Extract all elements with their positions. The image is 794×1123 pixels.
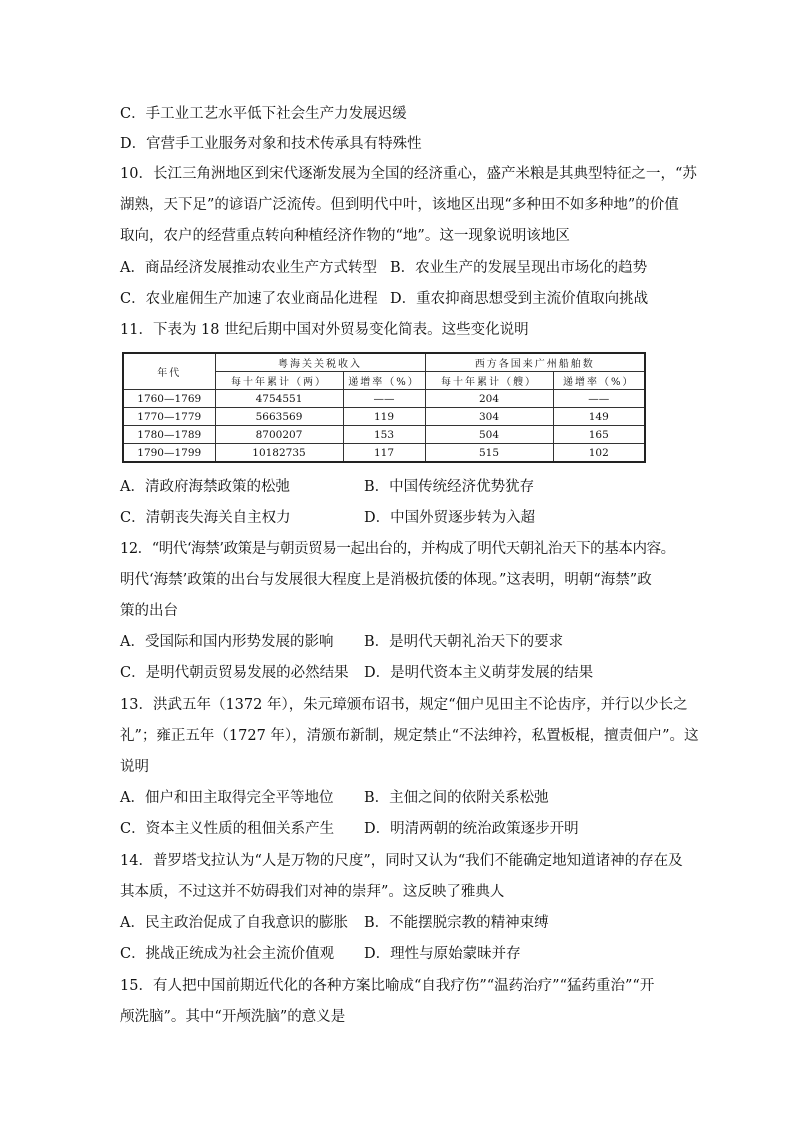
q13-stem-line3: 说明: [120, 759, 149, 775]
q13-stem-line1: 13．洪武五年（1372 年），朱元璋颁布诏书，规定“佃户见田主不论齿序，并行以少长之: [120, 697, 688, 713]
q9-option-c: C．手工业工艺水平低下社会生产力发展迟缓: [120, 106, 407, 122]
table-header-tax-total: 每十年累计（两）: [215, 372, 343, 390]
q9-option-d: D．官营手工业服务对象和技术传承具有特殊性: [120, 136, 422, 152]
cell-ships: 204: [425, 390, 553, 408]
q11-option-d: D．中国外贸逐步转为入超: [364, 510, 536, 526]
q14-option-a: A．民主政治促成了自我意识的膨胀: [120, 915, 348, 931]
table-header-ship-rate: 递增率（%）: [553, 372, 645, 390]
q12-option-d: D．是明代资本主义萌芽发展的结果: [364, 665, 594, 681]
cell-year: 1780—1789: [123, 426, 215, 444]
trade-table: [122, 352, 646, 463]
table-header-tax-rate: 递增率（%）: [343, 372, 425, 390]
cell-ships: 304: [425, 408, 553, 426]
q15-stem-line2: 颅洗脑”。其中“开颅洗脑”的意义是: [120, 1009, 346, 1025]
cell-ship-rate: ——: [553, 390, 645, 408]
table-header-tax: 粤海关关税收入: [215, 353, 425, 372]
q12-stem-line3: 策的出台: [120, 603, 178, 619]
q15-stem-line1: 15．有人把中国前期近代化的各种方案比喻成“自我疗伤”“温药治疗”“猛药重治”“开: [120, 978, 655, 994]
q11-option-a: A．清政府海禁政策的松弛: [120, 479, 290, 495]
q13-option-b: B．主佃之间的依附关系松弛: [364, 790, 549, 806]
cell-ships: 515: [425, 444, 553, 463]
q14-stem-line1: 14．普罗塔戈拉认为“人是万物的尺度”，同时又认为“我们不能确定地知道诸神的存在及: [120, 853, 683, 869]
q10-stem-line3: 取向，农户的经营重点转向种植经济作物的“地”。这一现象说明该地区: [120, 228, 570, 244]
q14-option-c: C．挑战正统成为社会主流价值观: [120, 946, 335, 962]
q12-option-c: C．是明代朝贡贸易发展的必然结果: [120, 665, 349, 681]
q10-option-d: D．重农抑商思想受到主流价值取向挑战: [390, 291, 649, 307]
q13-option-d: D．明清两朝的统治政策逐步开明: [364, 821, 579, 837]
q14-option-b: B．不能摆脱宗教的精神束缚: [364, 915, 549, 931]
cell-tax-rate: ——: [343, 390, 425, 408]
table-header-ship-total: 每十年累计（艘）: [425, 372, 553, 390]
q13-option-c: C．资本主义性质的租佃关系产生: [120, 821, 335, 837]
q11-option-b: B．中国传统经济优势犹存: [364, 479, 535, 495]
cell-tax: 5663569: [215, 408, 343, 426]
q14-option-d: D．理性与原始蒙昧并存: [364, 946, 521, 962]
table-row: [123, 408, 645, 426]
cell-tax: 10182735: [215, 444, 343, 463]
cell-ships: 504: [425, 426, 553, 444]
q12-option-b: B．是明代天朝礼治天下的要求: [364, 634, 564, 650]
cell-ship-rate: 102: [553, 444, 645, 463]
q10-option-b: B．农业生产的发展呈现出市场化的趋势: [390, 260, 648, 276]
table-header-year: 年代: [123, 353, 215, 390]
cell-ship-rate: 165: [553, 426, 645, 444]
q14-stem-line2: 其本质，不过这并不妨碍我们对神的崇拜”。这反映了雅典人: [120, 884, 505, 900]
table-row: [123, 444, 645, 463]
q13-option-a: A．佃户和田主取得完全平等地位: [120, 790, 334, 806]
q12-stem-line1: 12．“明代‘海禁’政策是与朝贡贸易一起出台的，并构成了明代天朝礼治天下的基本内容。: [120, 541, 675, 557]
q11-option-c: C．清朝丧失海关自主权力: [120, 510, 291, 526]
cell-tax: 4754551: [215, 390, 343, 408]
q12-stem-line2: 明代‘海禁’政策的出台与发展很大程度上是消极抗倭的体现。”这表明，明朝“海禁”政: [120, 572, 652, 588]
cell-tax: 8700207: [215, 426, 343, 444]
cell-tax-rate: 119: [343, 408, 425, 426]
table-header-ships: 西方各国来广州船舶数: [425, 353, 645, 372]
q10-option-a: A．商品经济发展推动农业生产方式转型: [120, 260, 377, 276]
cell-tax-rate: 153: [343, 426, 425, 444]
cell-year: 1770—1779: [123, 408, 215, 426]
q10-option-c: C．农业雇佣生产加速了农业商品化进程: [120, 291, 378, 307]
q12-option-a: A．受国际和国内形势发展的影响: [120, 634, 334, 650]
table-row: [123, 426, 645, 444]
q11-stem: 11．下表为 18 世纪后期中国对外贸易变化简表。这些变化说明: [120, 322, 529, 338]
cell-tax-rate: 117: [343, 444, 425, 463]
cell-year: 1760—1769: [123, 390, 215, 408]
cell-year: 1790—1799: [123, 444, 215, 463]
q10-stem-line2: 湖熟，天下足”的谚语广泛流传。但到明代中叶，该地区出现“多种田不如多种地”的价值: [120, 197, 679, 213]
q10-stem-line1: 10．长江三角洲地区到宋代逐渐发展为全国的经济重心，盛产米粮是其典型特征之一，“苏: [120, 166, 697, 182]
q13-stem-line2: 礼”；雍正五年（1727 年），清颁布新制，规定禁止“不法绅衿，私置板棍，擅责佃户”。这: [120, 728, 699, 744]
cell-ship-rate: 149: [553, 408, 645, 426]
table-row: [123, 390, 645, 408]
